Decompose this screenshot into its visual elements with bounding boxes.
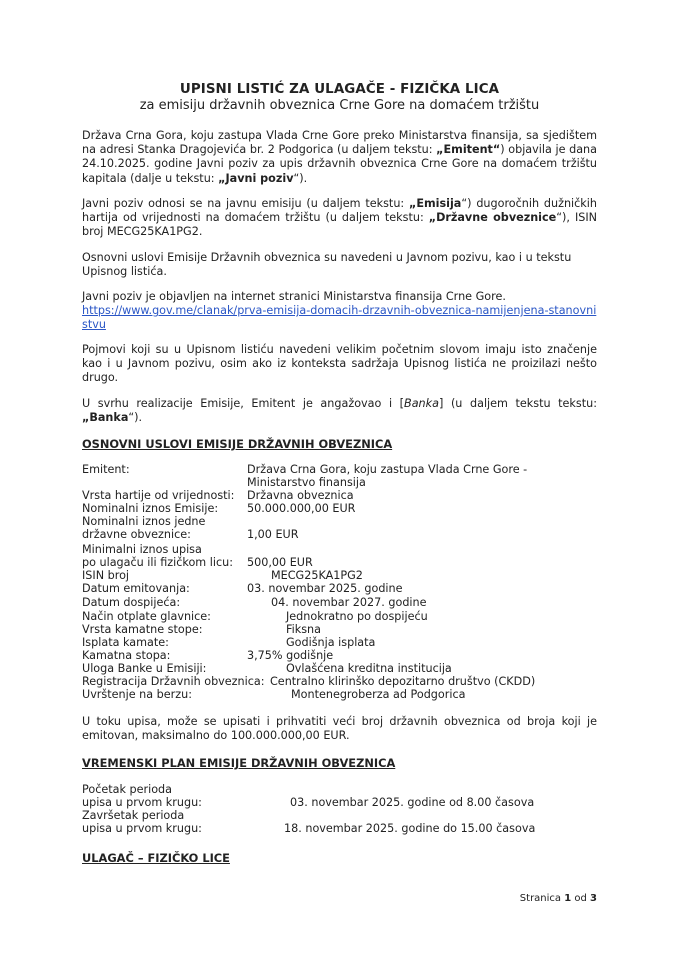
value-min: 500,00 EUR	[247, 556, 313, 569]
label-kamatna-vrsta: Vrsta kamatne stope:	[82, 623, 203, 636]
value-dospijece: 04. novembar 2027. godine	[271, 596, 427, 609]
p1-text-a: Država Crna Gora, koju zastupa Vlada Crne Gore preko Ministarstva finansija, sa sjedištem na adresi Stanka Dragojevića br. 2 Podgorica (u daljem tekstu:	[82, 129, 597, 157]
footer-mid: od	[571, 893, 591, 904]
p6-text-c: ] (u daljem tekstu tekstu:	[438, 397, 597, 410]
p2-text-a: Javni poziv odnosi se na javnu emisiju (u daljem tekstu:	[82, 197, 409, 210]
paragraph-pojmovi: Pojmovi koji su u Upisnom listiću navedeni velikim početnim slovom imaju isto značenje kao i u Javnom pozivu, osim ako iz konteksta sadržaja Upisnog listića ne proizilazi nešto drugo.	[82, 343, 597, 385]
value-emitent-1: Država Crna Gora, koju zastupa Vlada Crne Gore -	[247, 463, 528, 476]
label-min-1: Minimalni iznos upisa	[82, 543, 202, 556]
footer-current-page: 1	[564, 893, 572, 904]
value-jedne: 1,00 EUR	[247, 528, 299, 541]
paragraph-banka	[82, 397, 597, 425]
section-heading-uslovi: OSNOVNI USLOVI EMISIJE DRŽAVNIH OBVEZNICA	[82, 437, 393, 451]
value-kamatna-stopa: 3,75% godišnje	[247, 649, 334, 662]
paragraph-intro	[82, 129, 597, 186]
paragraph-prihvatanje: U toku upisa, može se upisati i prihvatiti veći broj državnih obveznica od broja koji je emitovan, maksimalno do 100.000.000,00 EUR.	[82, 715, 597, 743]
p1-javni-poziv: „Javni poziv	[218, 171, 294, 185]
label-vrsta: Vrsta hartije od vrijednosti:	[82, 489, 235, 502]
p1-text-e: “).	[293, 171, 308, 185]
document-subtitle: za emisiju državnih obveznica Crne Gore na domaćem tržištu	[139, 98, 540, 113]
label-pocetak-2: upisa u prvom krugu:	[82, 796, 202, 809]
p1-emitent: „Emitent“	[436, 143, 501, 157]
paragraph-uslovi: Osnovni uslovi Emisije Državnih obveznica su navedeni u Javnom pozivu, kao i u tekstu Upisnog listića.	[82, 251, 572, 279]
paragraph-link	[82, 290, 597, 333]
section-heading-ulagac: ULAGAČ – FIZIČKO LICE	[82, 851, 230, 865]
page-number	[520, 893, 597, 904]
value-emitent-2: Ministarstvo finansija	[247, 476, 366, 489]
p2-drzavne-obveznice: „Državne obveznice	[428, 211, 557, 225]
value-isplata: Godišnja isplata	[286, 636, 376, 649]
label-min-2: po ulagaču ili fizičkom licu:	[82, 556, 233, 569]
value-registracija: Centralno klirinško depozitarno društvo (CKDD)	[270, 675, 536, 688]
paragraph-emisija	[82, 197, 597, 240]
p4-text: Javni poziv je objavljen na internet stranici Ministarstva finansija Crne Gore.	[82, 290, 506, 303]
value-vrsta: Državna obveznica	[247, 489, 354, 502]
p6-banka-italic: Banka	[404, 397, 439, 410]
ministry-link[interactable]: https://www.gov.me/clanak/prva-emisija-domacih-drzavnih-obveznica-namijenjena-stanovnistvu	[82, 304, 597, 332]
footer-prefix: Stranica	[519, 893, 565, 904]
label-jedne-1: Nominalni iznos jedne	[82, 515, 206, 528]
value-zavrsetak: 18. novembar 2025. godine do 15.00 časova	[284, 822, 536, 835]
p6-banka-bold: „Banka	[82, 411, 129, 425]
label-dospijece: Datum dospijeća:	[82, 596, 181, 609]
section-heading-plan: VREMENSKI PLAN EMISIJE DRŽAVNIH OBVEZNICA	[82, 756, 396, 770]
label-registracija: Registracija Državnih obveznica:	[82, 675, 265, 688]
p6-text-e: “).	[128, 411, 143, 425]
label-emitent: Emitent:	[82, 463, 130, 476]
label-pocetak-1: Početak perioda	[82, 783, 172, 796]
label-zavrsetak-1: Završetak perioda	[82, 809, 185, 822]
p2-text-c: “) dugoročnih dužničkih hartija od vrijednosti na domaćem tržištu (u daljem tekstu:	[82, 197, 597, 225]
value-uloga: Ovlašćena kreditna institucija	[286, 662, 452, 675]
label-zavrsetak-2: upisa u prvom krugu:	[82, 822, 202, 835]
value-emitovanje: 03. novembar 2025. godine	[247, 582, 403, 595]
label-berza: Uvrštenje na berzu:	[82, 688, 192, 701]
p6-text-a: U svrhu realizacije Emisije, Emitent je angažovao i [	[82, 397, 405, 410]
value-pocetak: 03. novembar 2025. godine od 8.00 časova	[290, 796, 535, 809]
value-otplata: Jednokratno po dospijeću	[286, 610, 428, 623]
p2-emisija: „Emisija	[408, 197, 462, 210]
p1-text-c: ) objavila je dana 24.10.2025. godine Javni poziv za upis državnih obveznica Crne Gore na domaćem tržištu kapitala (dalje u tekstu:	[82, 143, 597, 185]
value-nominalni: 50.000.000,00 EUR	[247, 502, 356, 515]
value-kamatna-vrsta: Fiksna	[286, 623, 321, 636]
label-emitovanje: Datum emitovanja:	[82, 582, 190, 595]
label-isin: ISIN broj	[82, 569, 130, 582]
value-isin: MECG25KA1PG2	[271, 569, 363, 582]
label-isplata: Isplata kamate:	[82, 636, 169, 649]
value-berza: Montenegroberza ad Podgorica	[291, 688, 466, 701]
p2-text-e: “), ISIN broj MECG25KA1PG2.	[82, 211, 598, 239]
label-otplata: Način otplate glavnice:	[82, 610, 211, 623]
label-nominalni: Nominalni iznos Emisije:	[82, 502, 219, 515]
label-kamatna-stopa: Kamatna stopa:	[82, 649, 171, 662]
label-jedne-2: državne obveznice:	[82, 528, 191, 541]
label-uloga: Uloga Banke u Emisiji:	[82, 662, 207, 675]
document-title: UPISNI LISTIĆ ZA ULAGAČE - FIZIČKA LICA	[179, 82, 500, 97]
footer-total-pages: 3	[590, 893, 597, 904]
